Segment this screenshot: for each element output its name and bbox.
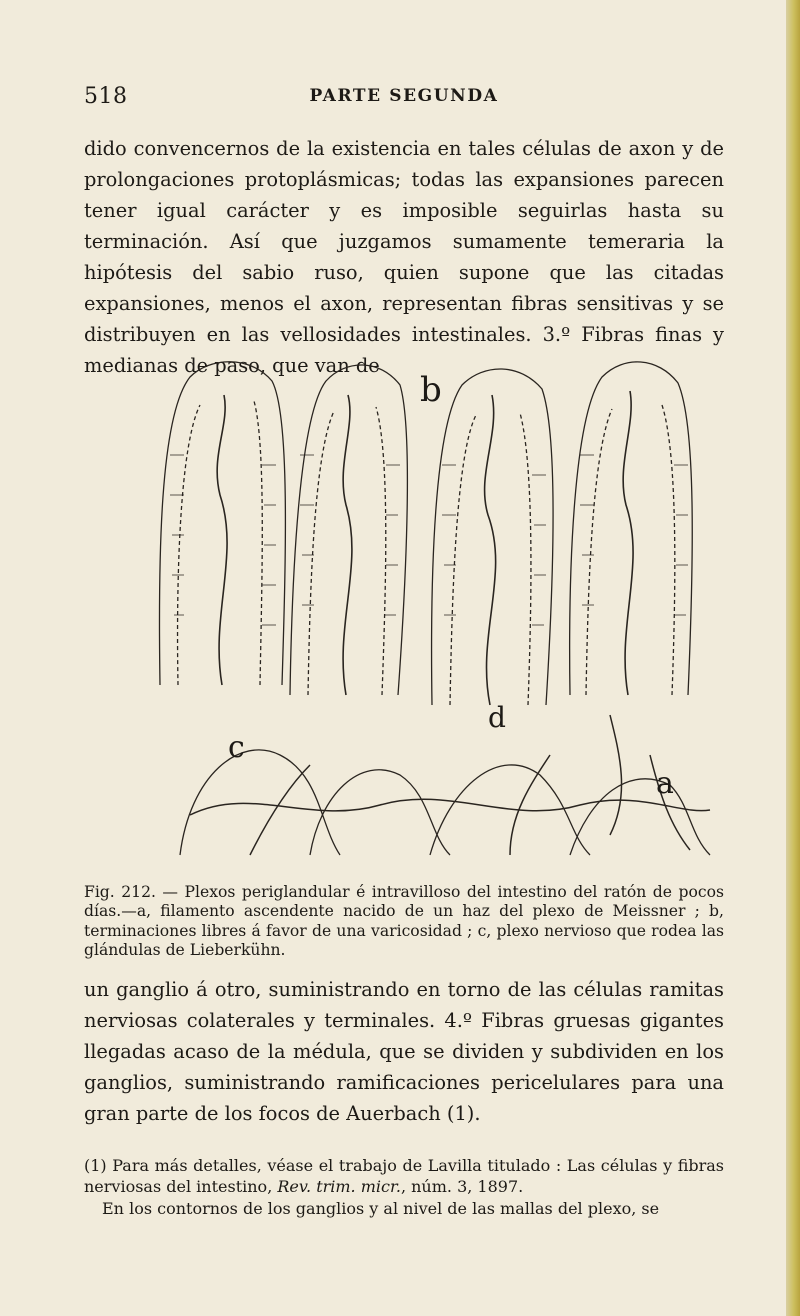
label-a: a	[656, 766, 674, 801]
footnote-1-issue: , núm. 3, 1897.	[400, 1177, 524, 1196]
paragraph-bottom: un ganglio á otro, suministrando en torno de las células ramitas nerviosas colaterales y terminales. 4.º Fibras gruesas gigantes llegadas acaso de la médula, que se dividen y subdividen en los ganglios, suministrando ramificaciones pericelulares para una gran parte de los focos de Auerbach (1).	[84, 978, 724, 1125]
footnote-1	[84, 1155, 724, 1197]
label-b: b	[420, 370, 442, 410]
page-number: 518	[84, 84, 128, 109]
running-head	[84, 84, 724, 108]
figure-illustration	[150, 355, 718, 863]
figure-caption	[84, 883, 724, 960]
label-c: c	[228, 730, 245, 765]
footnote-1-journal: Rev. trim. micr.	[277, 1177, 401, 1196]
caption-label: Fig. 212.	[84, 883, 156, 901]
page-edge	[786, 0, 800, 1316]
running-title: PARTE SEGUNDA	[309, 86, 499, 106]
caption-text: — Plexos periglandular é intravilloso del intestino del ratón de pocos días.—a, filamento ascendente nacido de un haz del plexo de Meissner ; b, terminaciones libres á favor de una varicosidad ; c, plexo nervioso que rodea las glándulas de Lieberkühn.	[84, 883, 724, 959]
footnote-continuation: En los contornos de los ganglios y al nivel de las mallas del plexo, se	[102, 1199, 660, 1218]
footnote-1-text: (1) Para más detalles, véase el trabajo de Lavilla titulado : Las células y fibras nerviosas del intestino,	[84, 1156, 724, 1196]
villi-drawing	[150, 355, 718, 863]
paragraph-top: dido convencernos de la existencia en tales células de axon y de prolongaciones protoplásmicas; todas las expansiones parecen tener igual carácter y es imposible seguirlas hasta su terminación. Así que juzgamos sumamente temeraria la hipótesis del sabio ruso, quien supone que las citadas expansiones, menos el axon, representan fibras sensitivas y se distribuyen en las vellosidades intestinales. 3.º Fibras finas y medianas de paso, que van de	[84, 137, 724, 377]
label-d: d	[488, 701, 506, 734]
